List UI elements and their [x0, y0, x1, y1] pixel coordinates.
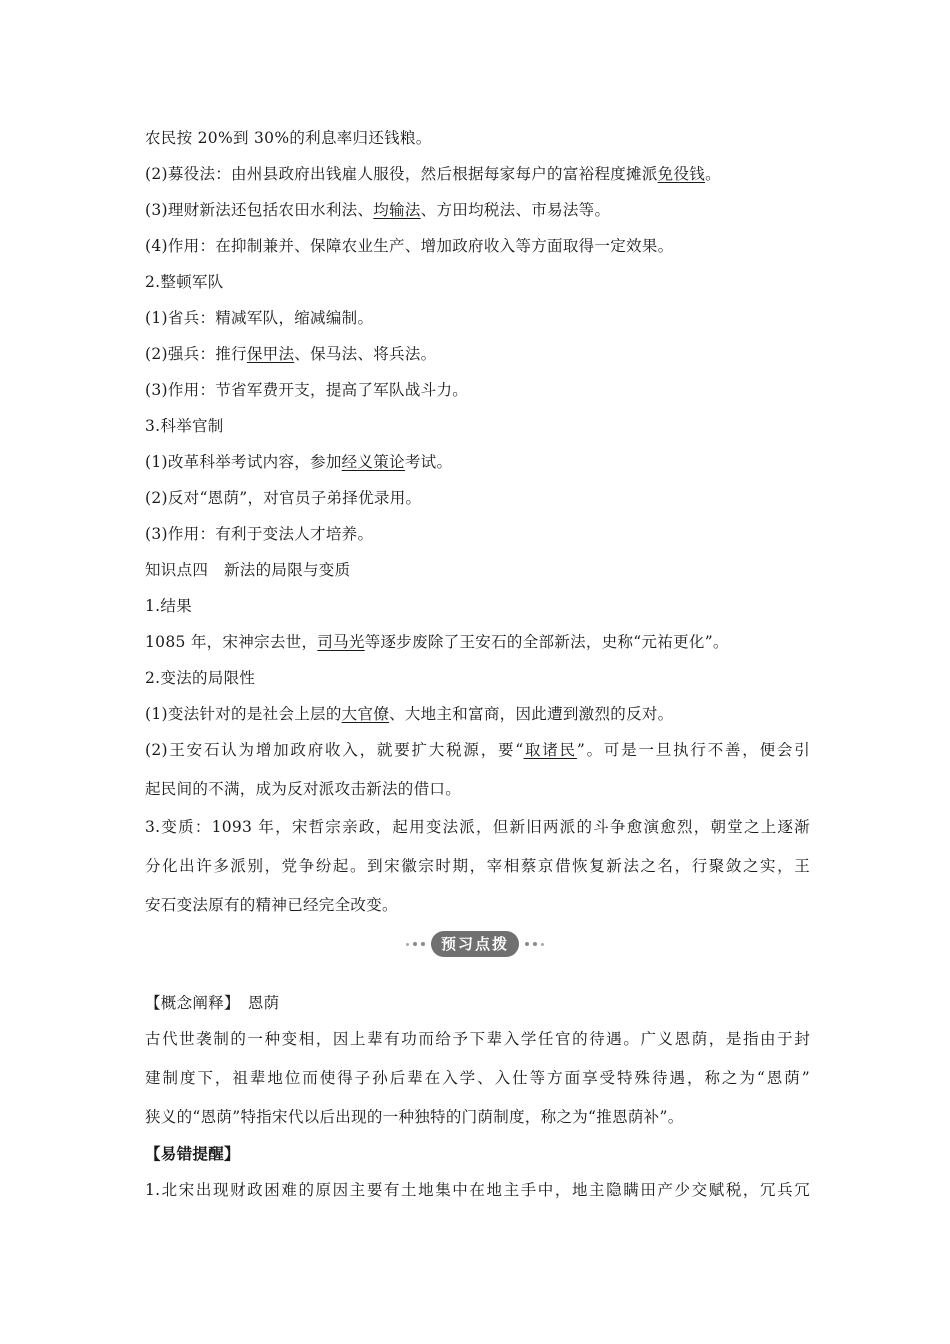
concept-heading: 【概念阐释】 恩荫 — [145, 994, 280, 1012]
preview-tips-banner — [0, 930, 950, 958]
text-line: 农民按 20%到 30%的利息率归还钱粮。 — [145, 129, 432, 147]
text-line: 1085 年，宋神宗去世，司马光等逐步废除了王安石的全部新法，史称“元祐更化”。 — [145, 633, 729, 651]
text-line: 分化出许多派别，党争纷起。到宋徽宗时期，宰相蔡京借恢复新法之名，行聚敛之实，王 — [145, 857, 810, 875]
text-line: (3)作用：节省军费开支，提高了军队战斗力。 — [145, 381, 469, 399]
section-heading: 2.变法的局限性 — [145, 669, 256, 687]
underlined-term: 大官僚 — [341, 705, 390, 723]
text-line: (3)理财新法还包括农田水利法、均输法、方田均税法、市易法等。 — [145, 201, 611, 219]
text-line: (2)强兵：推行保甲法、保马法、将兵法。 — [145, 345, 437, 363]
underlined-term: 保甲法 — [246, 345, 295, 363]
text-line: 安石变法原有的精神已经完全改变。 — [145, 896, 398, 914]
text-line: (3)作用：有利于变法人才培养。 — [145, 525, 374, 543]
underlined-term: 司马光 — [317, 633, 365, 651]
underlined-term: 均输法 — [373, 201, 421, 219]
text-line: 建制度下，祖辈地位而使得子孙后辈在入学、入仕等方面享受特殊待遇，称之为“恩荫” — [145, 1069, 810, 1087]
mistake-heading: 【易错提醒】 — [145, 1144, 240, 1163]
text-line: (1)改革科举考试内容，参加经义策论考试。 — [145, 453, 453, 471]
text-line: 1.北宋出现财政困难的原因主要有土地集中在地主手中，地主隐瞒田产少交赋税，冗兵冗 — [145, 1181, 810, 1199]
underlined-term: 经义策论 — [341, 453, 405, 471]
text-line: (2)反对“恩荫”，对官员子弟择优录用。 — [145, 489, 422, 507]
section-heading: 3.科举官制 — [145, 417, 224, 435]
text-line: 古代世袭制的一种变相，因上辈有功而给予下辈入学任官的待遇。广义恩荫，是指由于封 — [145, 1030, 810, 1048]
text-line: (1)省兵：精减军队，缩减编制。 — [145, 309, 374, 327]
knowledge-point-heading: 知识点四 新法的局限与变质 — [145, 561, 351, 579]
text-line: (4)作用：在抑制兼并、保障农业生产、增加政府收入等方面取得一定效果。 — [145, 237, 674, 255]
text-line: 狭义的“恩荫”特指宋代以后出现的一种独特的门荫制度，称之为“推恩荫补”。 — [145, 1108, 684, 1126]
text-line: (2)王安石认为增加政府收入，就要扩大税源，要“取诸民”。可是一旦执行不善，便会引 — [145, 741, 810, 759]
decorative-dots — [525, 942, 544, 946]
preview-tips-badge: 预习点拨 — [431, 931, 519, 957]
text-line: (1)变法针对的是社会上层的大官僚、大地主和富商，因此遭到激烈的反对。 — [145, 705, 674, 723]
underlined-term: 取诸民 — [523, 741, 577, 759]
section-heading: 2.整顿军队 — [145, 273, 224, 291]
text-line: (2)募役法：由州县政府出钱雇人服役，然后根据每家每户的富裕程度摊派免役钱。 — [145, 165, 721, 183]
text-line: 3.变质：1093 年，宋哲宗亲政，起用变法派，但新旧两派的斗争愈演愈烈，朝堂之上逐渐 — [145, 818, 810, 836]
section-heading: 1.结果 — [145, 597, 192, 615]
text-line: 起民间的不满，成为反对派攻击新法的借口。 — [145, 780, 462, 798]
decorative-dots — [406, 942, 425, 946]
underlined-term: 免役钱 — [657, 165, 706, 183]
